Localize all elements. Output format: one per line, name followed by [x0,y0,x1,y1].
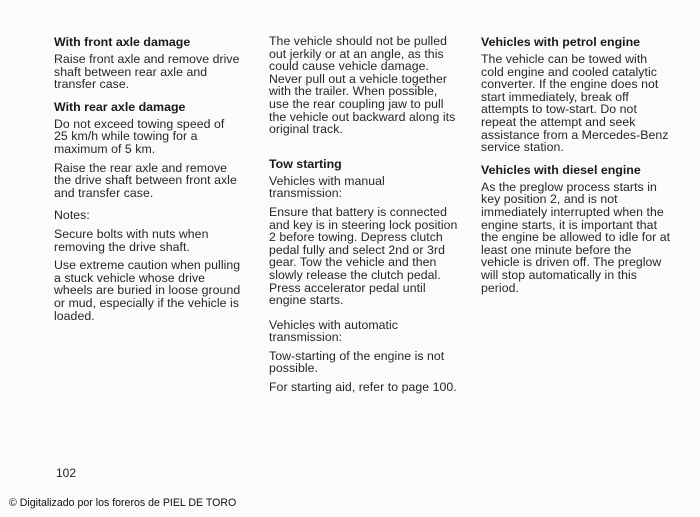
heading-front-axle-damage: With front axle damage [54,35,191,49]
text-line: 2 before towing. Depress clutch [269,230,443,245]
heading-rear-axle-damage: With rear axle damage [54,99,186,114]
text-line: and key is in steering lock position [269,217,458,232]
text-line: assistance from a Mercedes-Benz [481,127,669,142]
pull-out-text [269,35,474,136]
automatic-transmission-text [269,350,474,375]
text-line: cold engine and cooled catalytic [481,64,657,79]
manual-transmission-label [269,175,474,200]
text-line: Vehicles with manual [269,173,385,188]
text-line: could cause vehicle damage. [269,59,429,74]
text-line: Secure bolts with nuts when [54,226,209,241]
text-line: Use extreme caution when pulling [54,258,241,273]
rear-axle-speed-text [54,118,254,156]
scan-credit: © Digitalizado por los foreros de PIEL DE TORO [9,497,237,509]
text-line: out jerkily or at an angle, as this [269,46,444,61]
text-line: original track. [269,122,343,137]
column-middle [269,35,474,400]
text-line: slowly release the clutch pedal. [269,267,441,282]
text-line: wheels are buried in loose ground [54,283,241,298]
automatic-transmission-label [269,319,474,344]
text-line: Raise the rear axle and remove [54,160,228,175]
text-line: converter. If the engine does not [481,77,659,92]
front-axle-text [54,53,254,91]
text-line: The vehicle should not be pulled [269,34,447,48]
notes-label: Notes: [54,208,90,223]
text-line: maximum of 5 km. [54,141,156,156]
text-line: vehicle is driven off. The preglow [481,255,662,270]
note-extreme-caution [54,259,254,322]
text-line: transmission: [269,330,343,345]
text-line: with the trailer. When possible, [269,84,438,99]
text-line: attempts to tow-start. Do not [481,102,637,117]
text-line: gear. Tow the vehicle and then [269,255,437,270]
text-line: Press accelerator pedal until [269,280,426,295]
text-line: transmission: [269,186,343,201]
text-line: As the preglow process starts in [481,179,657,194]
text-line: pedal fully and select 2nd or 3rd [269,242,445,257]
text-line: period. [481,280,519,295]
text-line: The vehicle can be towed with [481,52,648,66]
text-line: a stuck vehicle whose drive [54,270,206,285]
text-line: the engine be allowed to idle for at [481,230,671,245]
text-line: the vehicle out backward along its [269,109,456,124]
column-left [54,35,254,328]
text-line: For starting aid, refer to page 100. [269,380,457,395]
manual-transmission-text [269,206,474,307]
text-line: Never pull out a vehicle together [269,71,448,86]
text-line: transfer case. [54,77,130,92]
text-line: Do not exceed towing speed of [54,116,225,131]
rear-axle-raise-text [54,162,254,200]
text-line: Ensure that battery is connected [269,204,447,219]
text-line: shaft between rear axle and [54,64,208,79]
text-line: immediately interrupted when the [481,204,664,219]
text-line: the drive shaft between front axle [54,173,237,188]
text-line: Vehicles with automatic [269,317,398,332]
page-number: 102 [56,466,77,480]
text-line: start immediately, break off [481,89,629,104]
text-line: use the rear coupling jaw to pull [269,96,444,111]
text-line: repeat the attempt and seek [481,114,636,129]
diesel-engine-text [481,181,691,294]
text-line: engine starts, it is important that [481,217,658,232]
text-line: will stop automatically in this [481,267,638,282]
text-line: service station. [481,140,564,155]
text-line: possible. [269,361,318,376]
note-secure-bolts [54,228,254,253]
text-line: key position 2, and is not [481,192,618,207]
text-line: removing the drive shaft. [54,239,190,254]
starting-aid-text [269,381,474,394]
text-line: Tow-starting of the engine is not [269,348,445,363]
petrol-engine-text [481,53,691,154]
text-line: loaded. [54,308,95,323]
text-line: 25 km/h while towing for a [54,129,198,144]
text-line: Raise front axle and remove drive [54,52,240,66]
heading-tow-starting: Tow starting [269,156,342,171]
text-line: and transfer case. [54,185,154,200]
heading-diesel-engine: Vehicles with diesel engine [481,162,641,177]
text-line: engine starts. [269,293,344,308]
text-line: or mud, especially if the vehicle is [54,295,239,310]
text-line: least one minute before the [481,242,632,257]
heading-petrol-engine: Vehicles with petrol engine [481,35,641,49]
column-right [481,35,691,300]
